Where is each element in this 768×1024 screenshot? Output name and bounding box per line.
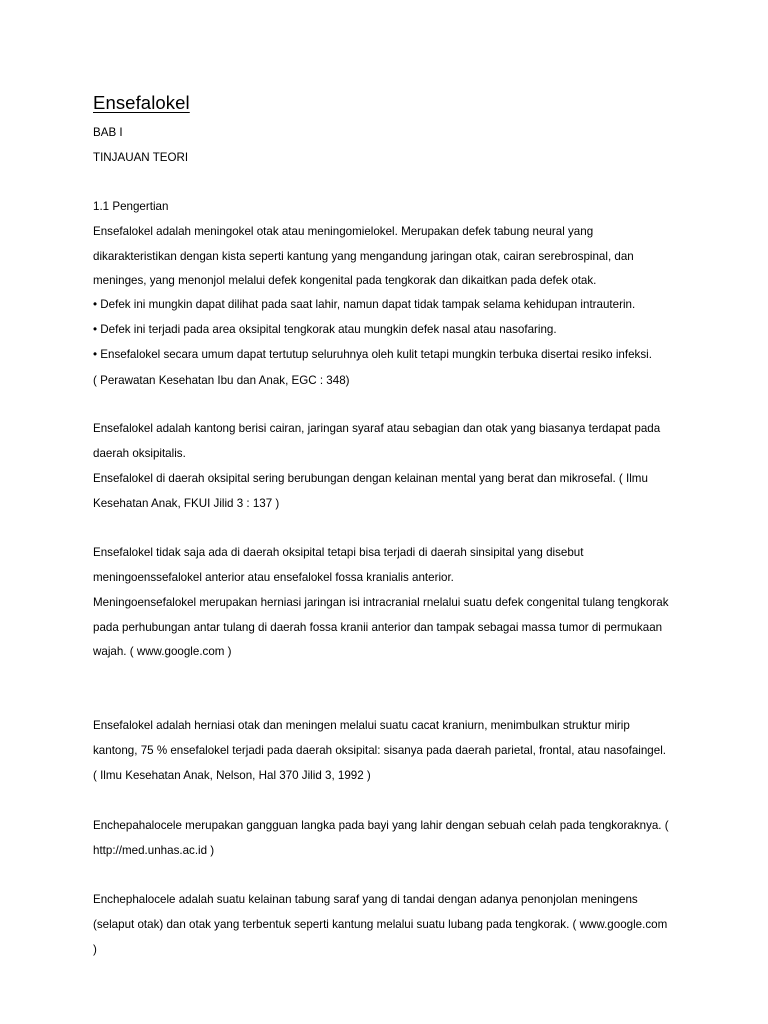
paragraph-line: kantong, 75 % ensefalokel terjadi pada daerah oksipital: sisanya pada daerah parietal, frontal, atau nasofaingel. (93, 744, 666, 757)
paragraph-line: daerah oksipitalis. (93, 447, 186, 460)
paragraph-line: wajah. ( www.google.com ) (93, 645, 232, 658)
paragraph-line: Enchepahalocele merupakan gangguan langka pada bayi yang lahir dengan sebuah celah pada tengkoraknya. ( (93, 819, 669, 832)
bullet-item: • Defek ini mungkin dapat dilihat pada saat lahir, namun dapat tidak tampak selama kehidupan intrauterin. (93, 298, 636, 311)
paragraph-line: pada perhubungan antar tulang di daerah fossa kranii anterior dan tampak sebagai massa tumor di permukaan (93, 621, 663, 634)
paragraph-line: Ensefalokel adalah herniasi otak dan meningen melalui suatu cacat kraniurn, menimbulkan struktur mirip (93, 719, 630, 732)
bullet-item: • Defek ini terjadi pada area oksipital tengkorak atau mungkin defek nasal atau nasofaring. (93, 323, 557, 336)
paragraph-line: Ensefalokel adalah kantong berisi cairan, jaringan syaraf atau sebagian dan otak yang biasanya terdapat pada (93, 422, 661, 435)
paragraph-line: Ensefalokel adalah meningokel otak atau meningomielokel. Merupakan defek tabung neural yang (93, 225, 594, 238)
paragraph-line: Ensefalokel tidak saja ada di daerah oksipital tetapi bisa terjadi di daerah sinsipital yang disebut (93, 546, 584, 559)
paragraph-line: meningoenssefalokel anterior atau ensefalokel fossa kranialis anterior. (93, 571, 454, 584)
paragraph-line: Meningoensefalokel merupakan herniasi jaringan isi intracranial rnelalui suatu defek congenital tulang tengkorak (93, 596, 669, 609)
paragraph-line: dikarakteristikan dengan kista seperti kantung yang mengandung jaringan otak, cairan serebrospinal, dan (93, 250, 634, 263)
paragraph-line: http://med.unhas.ac.id ) (93, 844, 215, 857)
paragraph-line: Ensefalokel di daerah oksipital sering berubungan dengan kelainan mental yang berat dan mikrosefal. ( Ilmu (93, 472, 648, 485)
paragraph-line: meninges, yang menonjol melalui defek kongenital pada tengkorak dan dikaitkan pada defek otak. (93, 274, 597, 287)
bullet-item: • Ensefalokel secara umum dapat tertutup seluruhnya oleh kulit tetapi mungkin terbuka disertai resiko infeksi. (93, 348, 652, 361)
paragraph-line: ) (93, 943, 97, 956)
paragraph-line: ( Ilmu Kesehatan Anak, Nelson, Hal 370 Jilid 3, 1992 ) (93, 769, 371, 782)
paragraph-line: (selaput otak) dan otak yang terbentuk seperti kantung melalui suatu lubang pada tengkorak. ( www.google.com (93, 918, 668, 931)
reference-citation: ( Perawatan Kesehatan Ibu dan Anak, EGC : 348) (93, 374, 350, 387)
paragraph-line: Kesehatan Anak, FKUI Jilid 3 : 137 ) (93, 497, 280, 510)
chapter-title: TINJAUAN TEORI (93, 151, 189, 164)
document-title: Ensefalokel (93, 92, 190, 113)
chapter-label: BAB I (93, 126, 123, 139)
paragraph-line: Enchephalocele adalah suatu kelainan tabung saraf yang di tandai dengan adanya penonjolan meningens (93, 893, 638, 906)
section-heading: 1.1 Pengertian (93, 200, 169, 213)
